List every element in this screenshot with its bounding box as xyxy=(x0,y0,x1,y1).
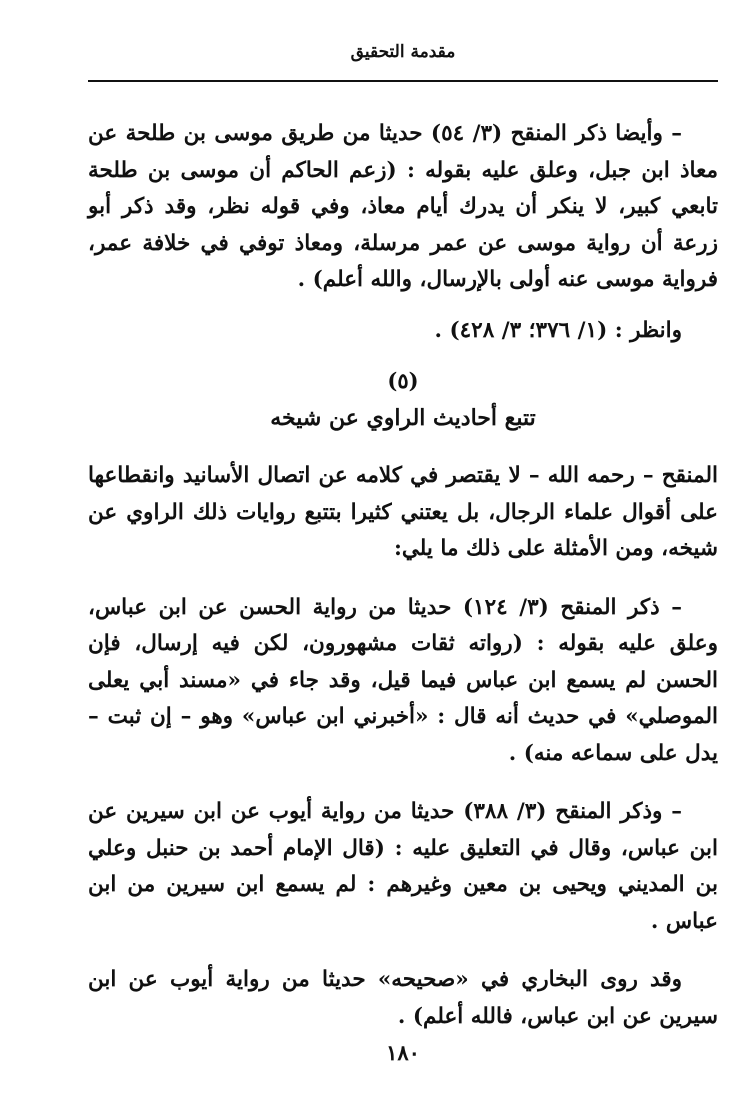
paragraph-hasan-ibn-abbas: – ذكر المنقح (٣/ ١٢٤) حديثا من رواية الحسن عن ابن عباس، وعلق عليه بقوله : (رواته ثقات مشهورون، لكن فيه إرسال، فإن الحسن لم يسمع ابن عباس فيما قيل، وقد جاء في «مسند أبي يعلى الموصلي» في حديث أنه قال : «أخبرني ابن عباس» وهو – إن ثبت – يدل على سماعه منه) . xyxy=(88,594,718,766)
page-body xyxy=(88,116,718,1035)
spacer xyxy=(88,940,718,962)
spacer xyxy=(88,299,718,313)
section-number: (٥) xyxy=(387,368,419,393)
section-title: تتبع أحاديث الراوي عن شيخه xyxy=(270,404,536,431)
paragraph-bukhari: وقد روى البخاري في «صحيحه» حديثا من رواية أيوب عن ابن سيرين عن ابن عباس، فالله أعلم) . xyxy=(88,967,718,1029)
running-title: مقدمة التحقيق xyxy=(350,42,456,62)
paragraph-musa-muadh: – وأيضا ذكر المنقح (٣/ ٥٤) حديثا من طريق موسى بن طلحة عن معاذ ابن جبل، وعلق عليه بقوله : (زعم الحاكم أن موسى بن طلحة تابعي كبير، لا ينكر أن يدرك أيام معاذ، وفي قوله نظر، وقد ذكر أبو زرعة أن رواية موسى عن عمر مرسلة، ومعاذ توفي في خلافة عمر، فرواية موسى عنه أولى بالإرسال، والله أعلم) . xyxy=(88,121,718,292)
page-number: ١٨٠ xyxy=(386,1040,420,1065)
paragraph-see-also: وانظر : (١/ ٣٧٦؛ ٣/ ٤٢٨) . xyxy=(434,317,682,343)
paragraph-section-intro: المنقح – رحمه الله – لا يقتصر في كلامه عن اتصال الأسانيد وانقطاعها على أقوال علماء الرجال، بل يعتني كثيرا بتتبع روايات ذلك الراوي عن شيخه، ومن الأمثلة على ذلك ما يلي: xyxy=(88,463,718,561)
spacer xyxy=(88,349,718,363)
spacer xyxy=(88,436,718,458)
spacer xyxy=(88,772,718,794)
spacer xyxy=(88,568,718,590)
header-rule xyxy=(88,80,718,82)
paragraph-ibn-sirin: – وذكر المنقح (٣/ ٣٨٨) حديثا من رواية أيوب عن ابن سيرين عن ابن عباس، وقال في التعليق عليه : (قال الإمام أحمد بن حنبل وعلي بن المديني ويحيى بن معين وغيرهم : لم يسمع ابن سيرين من ابن عباس . xyxy=(88,799,718,934)
